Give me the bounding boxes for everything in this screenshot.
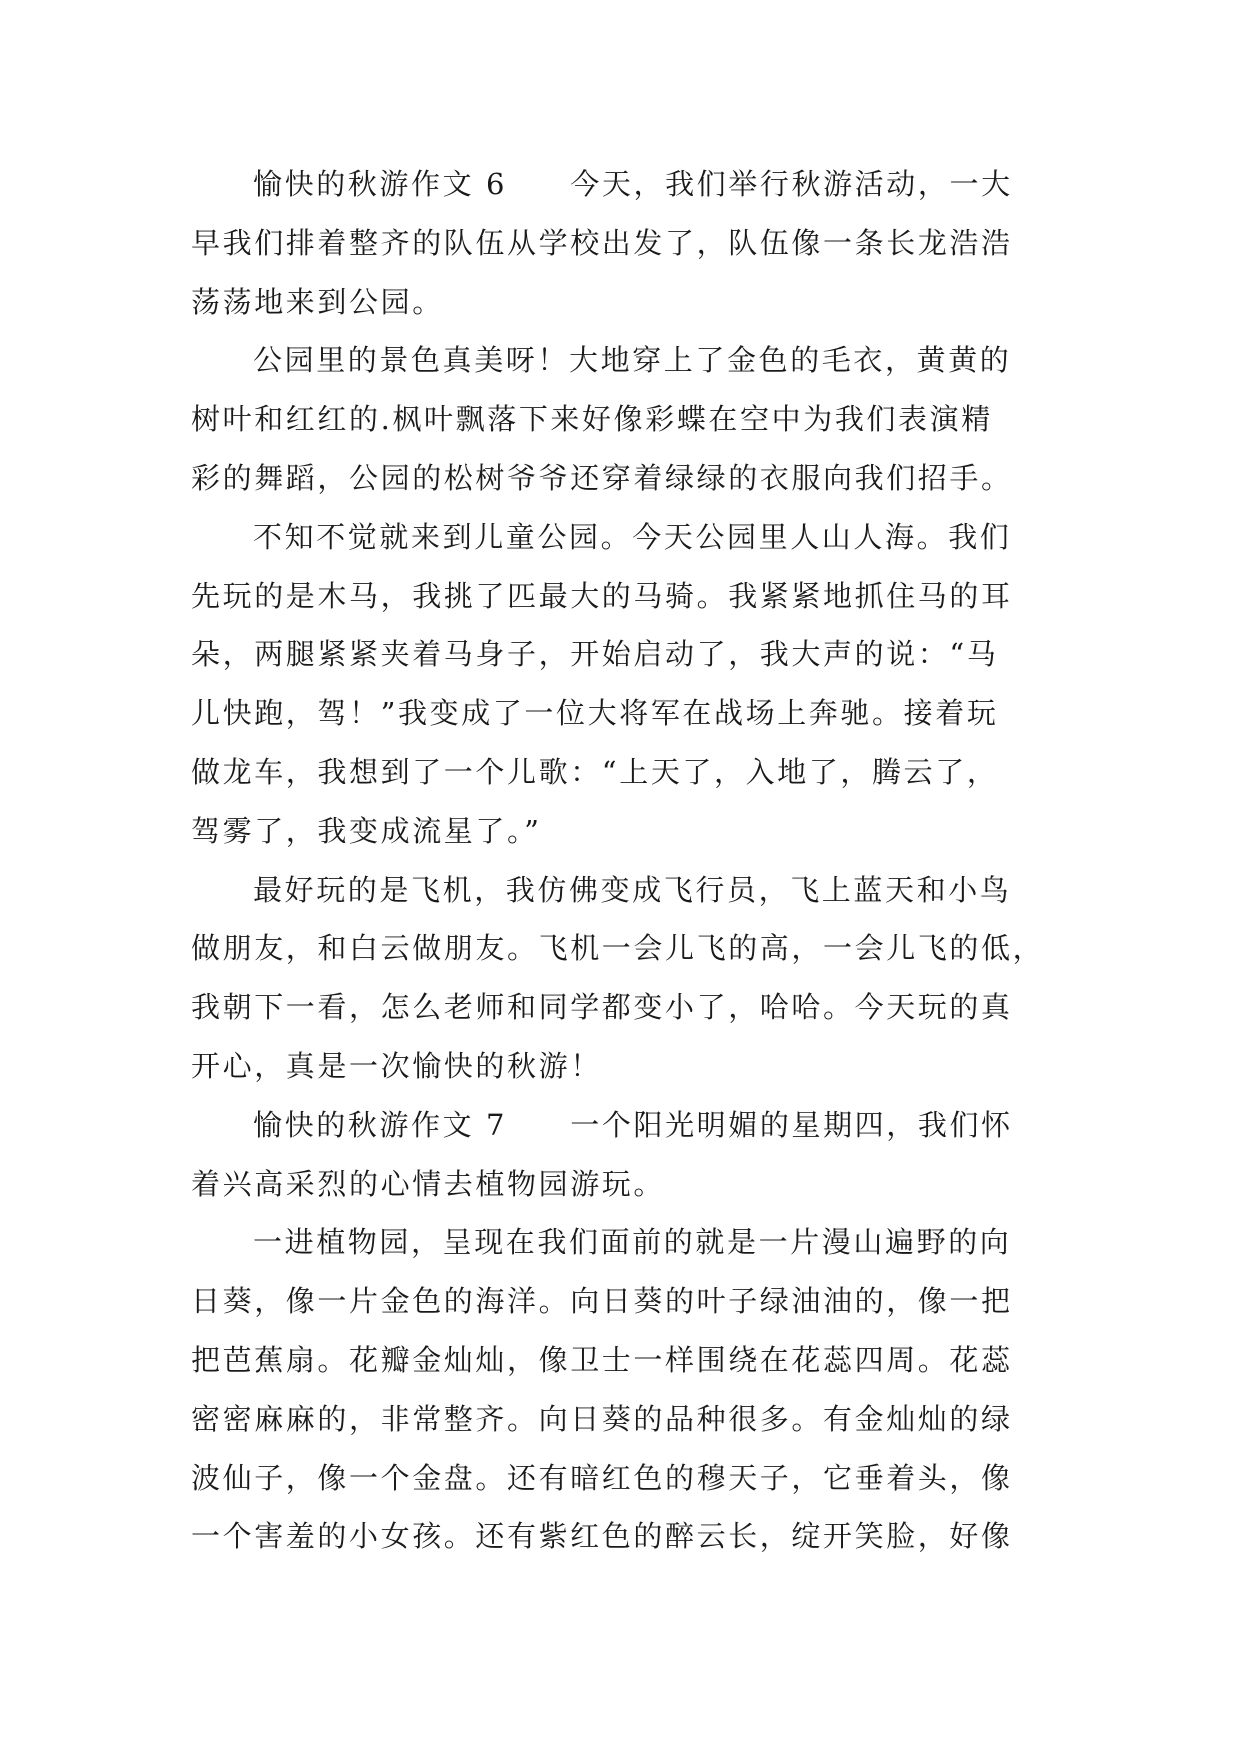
paragraph-first-line: 公园里的景色真美呀！大地穿上了金色的毛衣，黄黄的 bbox=[253, 343, 1012, 378]
paragraph-first-line: 最好玩的是飞机，我仿佛变成飞行员，飞上蓝天和小鸟 bbox=[253, 872, 1012, 907]
paragraph-first-line: 愉快的秋游作文 6 今天，我们举行秋游活动，一大 bbox=[253, 167, 1013, 201]
paragraph-first-line: 愉快的秋游作文 7 一个阳光明媚的星期四，我们怀 bbox=[253, 1107, 1013, 1142]
text-line: 做龙车，我想到了一个儿歌：“上天了，入地了，腾云了， bbox=[191, 754, 999, 789]
paragraph-first-line: 不知不觉就来到儿童公园。今天公园里人山人海。我们 bbox=[253, 519, 1012, 554]
text-line: 彩的舞蹈，公园的松树爷爷还穿着绿绿的衣服向我们招手。 bbox=[191, 460, 1013, 495]
text-line: 先玩的是木马，我挑了匹最大的马骑。我紧紧地抓住马的耳 bbox=[191, 578, 1013, 613]
text-line: 做朋友，和白云做朋友。飞机一会儿飞的高，一会儿飞的低， bbox=[191, 931, 1045, 966]
text-line: 日葵，像一片金色的海洋。向日葵的叶子绿油油的，像一把 bbox=[191, 1284, 1013, 1319]
text-line: 波仙子，像一个金盘。还有暗红色的穆天子，它垂着头，像 bbox=[191, 1460, 1013, 1495]
document-body bbox=[191, 155, 1067, 1566]
text-line: 开心，真是一次愉快的秋游！ bbox=[191, 1048, 602, 1083]
text-line: 朵，两腿紧紧夹着马身子，开始启动了，我大声的说：“马 bbox=[191, 637, 999, 672]
text-line: 荡荡地来到公园。 bbox=[191, 284, 444, 319]
text-line: 把芭蕉扇。花瓣金灿灿，像卫士一样围绕在花蕊四周。花蕊 bbox=[191, 1342, 1013, 1377]
text-line: 树叶和红红的.枫叶飘落下来好像彩蝶在空中为我们表演精 bbox=[191, 402, 993, 437]
text-line: 着兴高采烈的心情去植物园游玩。 bbox=[191, 1166, 666, 1201]
text-line: 密密麻麻的，非常整齐。向日葵的品种很多。有金灿灿的绿 bbox=[191, 1401, 1013, 1436]
text-line: 儿快跑，驾！”我变成了一位大将军在战场上奔驰。接着玩 bbox=[191, 696, 999, 731]
text-line: 早我们排着整齐的队伍从学校出发了，队伍像一条长龙浩浩 bbox=[191, 225, 1013, 260]
text-line: 一个害羞的小女孩。还有紫红色的醉云长，绽开笑脸，好像 bbox=[191, 1519, 1013, 1554]
text-line: 我朝下一看，怎么老师和同学都变小了，哈哈。今天玩的真 bbox=[191, 990, 1013, 1025]
paragraph-first-line: 一进植物园，呈现在我们面前的就是一片漫山遍野的向 bbox=[253, 1225, 1012, 1260]
text-line: 驾雾了，我变成流星了。” bbox=[191, 813, 542, 848]
